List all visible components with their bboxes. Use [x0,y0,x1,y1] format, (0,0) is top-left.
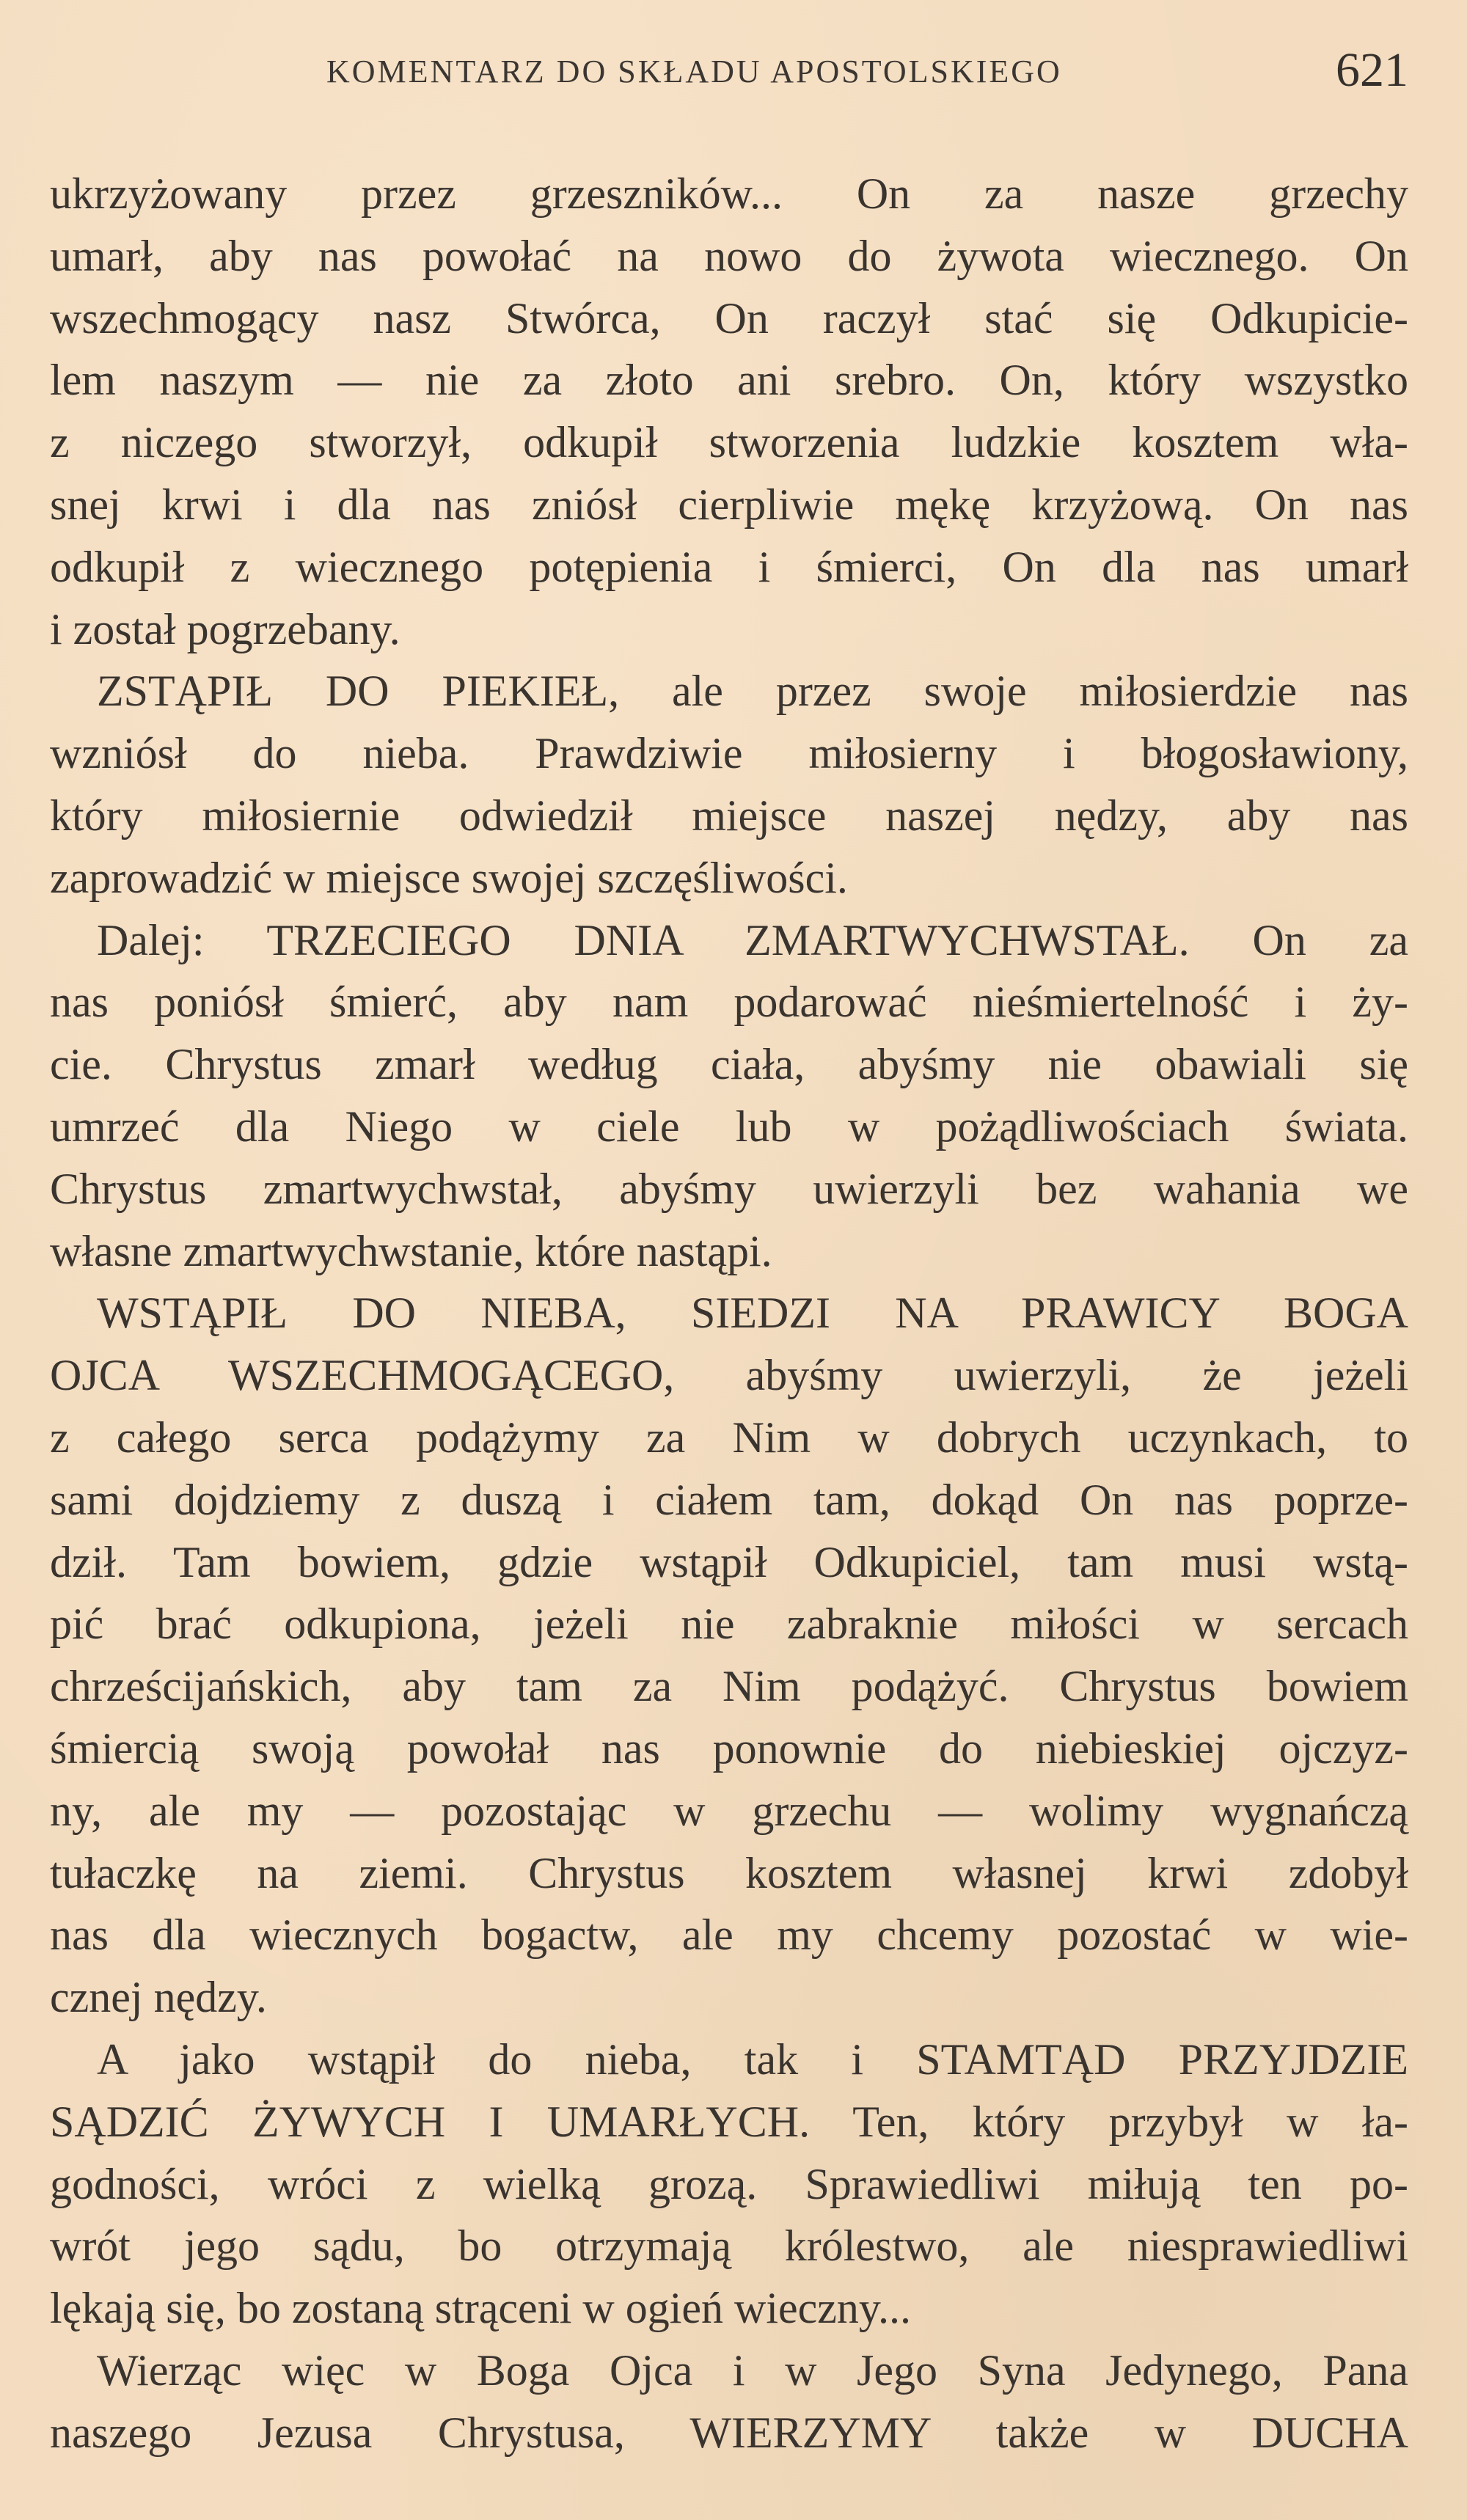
text-line: chrześcijańskich, aby tam za Nim podążyć. Chrystus bowiem [50,1662,1408,1711]
body-text [50,163,1408,2464]
text-line: ny, ale my — pozostając w grzechu — wolimy wygnańczą [50,1786,1408,1835]
text-line: cznej nędzy. [50,1973,267,2022]
text-line: i został pogrzebany. [50,604,400,653]
text-line: wszechmogący nasz Stwórca, On raczył stać się Odkupicie- [50,293,1408,343]
text-line: śmiercią swoją powołał nas ponownie do niebieskiej ojczyz- [50,1724,1408,1773]
text-line: cie. Chrystus zmarł według ciała, abyśmy nie obawiali się [50,1040,1408,1089]
text-line: Wierząc więc w Boga Ojca i w Jego Syna Jedynego, Pana [97,2345,1408,2395]
text-line: sami dojdziemy z duszą i ciałem tam, dokąd On nas poprze- [50,1475,1408,1524]
text-line: pić brać odkupiona, jeżeli nie zabraknie miłości w sercach [50,1600,1408,1649]
text-line: dził. Tam bowiem, gdzie wstąpił Odkupiciel, tam musi wstą- [50,1537,1408,1586]
text-line: SĄDZIĆ ŻYWYCH I UMARŁYCH. Ten, który przybył w ła- [50,2097,1408,2146]
text-line: WSTĄPIŁ DO NIEBA, SIEDZI NA PRAWICY BOGA [97,1289,1408,1338]
text-line: lękają się, bo zostaną strąceni w ogień wieczny... [50,2284,911,2333]
text-line: nas poniósł śmierć, aby nam podarować nieśmiertelność i ży- [50,978,1408,1027]
text-line: wzniósł do nieba. Prawdziwie miłosierny i błogosławiony, [50,729,1408,778]
text-line: Dalej: TRZECIEGO DNIA ZMARTWYCHWSTAŁ. On za [97,915,1408,964]
text-line: A jako wstąpił do nieba, tak i STAMTĄD PRZYJDZIE [97,2034,1408,2084]
text-line: godności, wróci z wielką grozą. Sprawiedliwi miłują ten po- [50,2159,1408,2208]
text-line: snej krwi i dla nas zniósł cierpliwie mękę krzyżową. On nas [50,480,1408,529]
text-line: z całego serca podążymy za Nim w dobrych uczynkach, to [50,1413,1408,1462]
text-line: umrzeć dla Niego w ciele lub w pożądliwościach świata. [50,1102,1408,1151]
text-line: własne zmartwychwstanie, które nastąpi. [50,1226,772,1275]
text-line: wrót jego sądu, bo otrzymają królestwo, ale niesprawiedliwi [50,2222,1408,2271]
text-line: lem naszym — nie za złoto ani srebro. On, który wszystko [50,356,1408,405]
page-header [44,43,1408,101]
text-line: odkupił z wiecznego potępienia i śmierci, On dla nas umarł [50,542,1408,591]
text-line: naszego Jezusa Chrystusa, WIERZYMY także w DUCHA [50,2408,1408,2457]
text-line: zaprowadzić w miejsce swojej szczęśliwości. [50,853,848,902]
text-line: który miłosiernie odwiedził miejsce naszej nędzy, aby nas [50,791,1408,840]
text-line: tułaczkę na ziemi. Chrystus kosztem własnej krwi zdobył [50,1848,1408,1897]
text-line: OJCA WSZECHMOGĄCEGO, abyśmy uwierzyli, że jeżeli [50,1351,1408,1400]
text-line: ukrzyżowany przez grzeszników... On za nasze grzechy [50,169,1408,218]
running-head: KOMENTARZ DO SKŁADU APOSTOLSKIEGO [326,54,1062,89]
text-line: z niczego stworzył, odkupił stworzenia ludzkie kosztem wła- [50,418,1408,467]
text-line: umarł, aby nas powołać na nowo do żywota wiecznego. On [50,231,1408,280]
page-number: 621 [1336,43,1408,97]
text-line: Chrystus zmartwychwstał, abyśmy uwierzyli bez wahania we [50,1164,1408,1213]
text-line: ZSTĄPIŁ DO PIEKIEŁ, ale przez swoje miłosierdzie nas [97,667,1408,716]
text-line: nas dla wiecznych bogactw, ale my chcemy pozostać w wie- [50,1911,1408,1960]
